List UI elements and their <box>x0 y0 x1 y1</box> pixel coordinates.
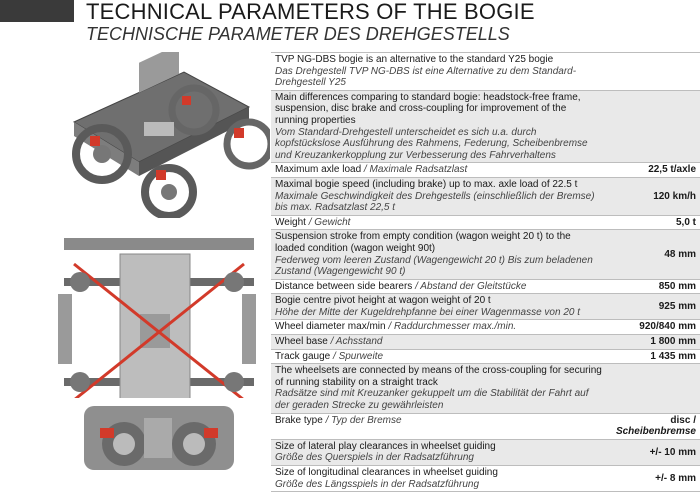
table-row <box>271 91 700 164</box>
parameter-description <box>271 230 606 278</box>
parameter-value-text: 1 800 mm <box>650 336 696 348</box>
table-row <box>271 335 700 350</box>
parameter-description <box>271 335 606 349</box>
label-separator: / <box>322 414 332 426</box>
parameter-value-text: +/- 8 mm <box>655 472 696 484</box>
parameter-label-de: Typ der Bremse <box>331 414 402 426</box>
table-row <box>271 53 700 91</box>
parameter-label-de: Maximale Radsatzlast <box>369 164 468 176</box>
parameter-description <box>271 466 606 491</box>
parameters-table <box>271 52 700 492</box>
parameter-value-text: 850 mm <box>658 280 696 292</box>
label-separator: / <box>305 216 315 228</box>
parameter-value-text: 925 mm <box>658 301 696 313</box>
table-row <box>271 163 700 178</box>
parameter-description <box>271 178 606 215</box>
parameter-value <box>606 364 700 412</box>
label-separator: / <box>327 336 336 348</box>
parameter-label-de: Höhe der Mitte der Kugeldrehpfanne bei einer Wagenmasse von 20 t <box>275 306 581 318</box>
parameter-value-text: 22,5 t/axle <box>648 164 696 176</box>
parameter-label-en: Suspension stroke from empty condition (wagon weight 20 t) to the loaded condition (wagon weight 90t) <box>275 231 571 254</box>
parameter-label-de: Maximale Geschwindigkeit des Drehgestells (einschließlich der Bremse) bis max. Radsatzlast 22,5 t <box>275 190 595 214</box>
parameter-value <box>606 440 700 465</box>
parameter-label-de: Radsätze sind mit Kreuzanker gekuppelt um die Stabilität der Fahrt auf der geraden Strecke zu gewährleisten <box>275 388 589 412</box>
parameter-label-en: The wheelsets are connected by means of the cross-coupling for securing of running stability on a straight track <box>275 365 602 388</box>
parameter-description <box>271 350 606 364</box>
table-row <box>271 230 700 279</box>
table-row <box>271 364 700 413</box>
parameter-label-en: TVP NG-DBS bogie is an alternative to the standard Y25 bogie <box>275 54 554 65</box>
parameter-value <box>606 53 700 90</box>
parameter-label-de: Achsstand <box>335 336 383 348</box>
parameter-label-de: Gewicht <box>314 216 351 228</box>
parameter-value <box>606 230 700 278</box>
parameter-label-de: Größe des Querspiels in der Radsatzführung <box>275 452 474 464</box>
parameter-value-text: 920/840 mm <box>639 321 696 333</box>
parameter-value <box>606 414 700 439</box>
parameter-label-en: Size of lateral play clearances in wheelset guiding <box>275 440 496 452</box>
parameter-value <box>606 335 700 349</box>
table-row <box>271 414 700 440</box>
parameter-label-en: Track gauge <box>275 350 331 362</box>
parameter-value-text: +/- 10 mm <box>649 446 696 458</box>
parameter-label-en: Brake type <box>275 414 323 426</box>
header-accent-bar <box>0 0 74 22</box>
parameter-label-en: Distance between side bearers <box>275 280 413 292</box>
parameter-value <box>606 163 700 177</box>
page-title: TECHNICAL PARAMETERS OF THE BOGIE <box>86 0 535 24</box>
label-separator: / <box>330 350 339 362</box>
parameter-description <box>271 294 606 319</box>
parameter-description <box>271 216 606 230</box>
table-row <box>271 440 700 466</box>
parameter-label-de: Spurweite <box>338 350 384 362</box>
bogie-3d-illustration <box>44 52 270 218</box>
parameter-label-en: Weight <box>275 216 306 228</box>
parameter-label-en: Main differences comparing to standard bogie: headstock-free frame, suspension, disc brake and cross-coupling for improvement of the running properties <box>275 91 581 126</box>
parameter-label-de: Raddurchmesser max./min. <box>393 321 517 333</box>
page-subtitle: TECHNISCHE PARAMETER DES DREHGESTELLS <box>86 24 510 44</box>
parameter-label-en: Size of longitudinal clearances in wheelset guiding <box>275 467 498 478</box>
parameter-description <box>271 320 606 334</box>
parameter-value <box>606 91 700 163</box>
parameter-value-text: 5,0 t <box>675 216 696 228</box>
parameter-value <box>606 320 700 334</box>
parameter-value <box>606 178 700 215</box>
parameter-label-en: Maximum axle load <box>275 164 362 176</box>
parameter-label-en: Bogie centre pivot height at wagon weight of 20 t <box>275 295 491 307</box>
parameter-label-de: Abstand der Gleitstücke <box>420 280 527 292</box>
parameter-value <box>606 216 700 230</box>
parameter-value <box>606 350 700 364</box>
parameter-description <box>271 53 606 90</box>
parameter-value-text: disc / <box>670 414 696 426</box>
table-row <box>271 350 700 365</box>
parameter-description <box>271 364 606 412</box>
parameter-label-en: Wheel diameter max/min <box>275 321 386 333</box>
parameter-value-de: Scheibenbremse <box>615 426 696 438</box>
parameter-label-de: Vom Standard-Drehgestell unterscheidet es sich u.a. durch kopfstückslose Ausführung des Rahmens, Federung, Scheibenbremse und Kreuzankerkopplung zur Verbesserung des Fahrverhaltens <box>275 126 588 161</box>
table-row <box>271 216 700 231</box>
parameter-description <box>271 280 606 294</box>
parameter-description <box>271 440 606 465</box>
parameter-label-en: Maximal bogie speed (including brake) up to max. axle load of 22.5 t <box>275 178 578 190</box>
table-row <box>271 294 700 320</box>
parameter-value-text: 48 mm <box>664 248 696 260</box>
label-separator: / <box>385 321 394 333</box>
parameter-value-text: 1 435 mm <box>650 350 696 362</box>
parameter-label-de: Federweg vom leeren Zustand (Wagengewicht 20 t) Bis zum beladenen Zustand (Wagengewicht 90 t) <box>275 254 593 278</box>
bogie-detail-illustration <box>44 398 270 476</box>
parameter-label-en: Wheel base <box>275 336 328 348</box>
table-row <box>271 320 700 335</box>
parameter-value <box>606 294 700 319</box>
label-separator: / <box>361 164 370 176</box>
parameter-label-de: Größe des Längsspiels in der Radsatzführung <box>275 478 480 490</box>
parameter-value-text: 120 km/h <box>653 190 696 202</box>
bogie-illustrations <box>44 52 270 476</box>
parameter-description <box>271 91 606 163</box>
parameter-value <box>606 280 700 294</box>
table-row <box>271 466 700 492</box>
table-row <box>271 280 700 295</box>
parameter-description <box>271 414 606 439</box>
parameter-label-de: Das Drehgestell TVP NG-DBS ist eine Alternative zu dem Standard-Drehgestell Y25 <box>275 65 577 89</box>
parameter-description <box>271 163 606 177</box>
label-separator: / <box>412 280 421 292</box>
table-row <box>271 178 700 216</box>
parameter-value <box>606 466 700 491</box>
